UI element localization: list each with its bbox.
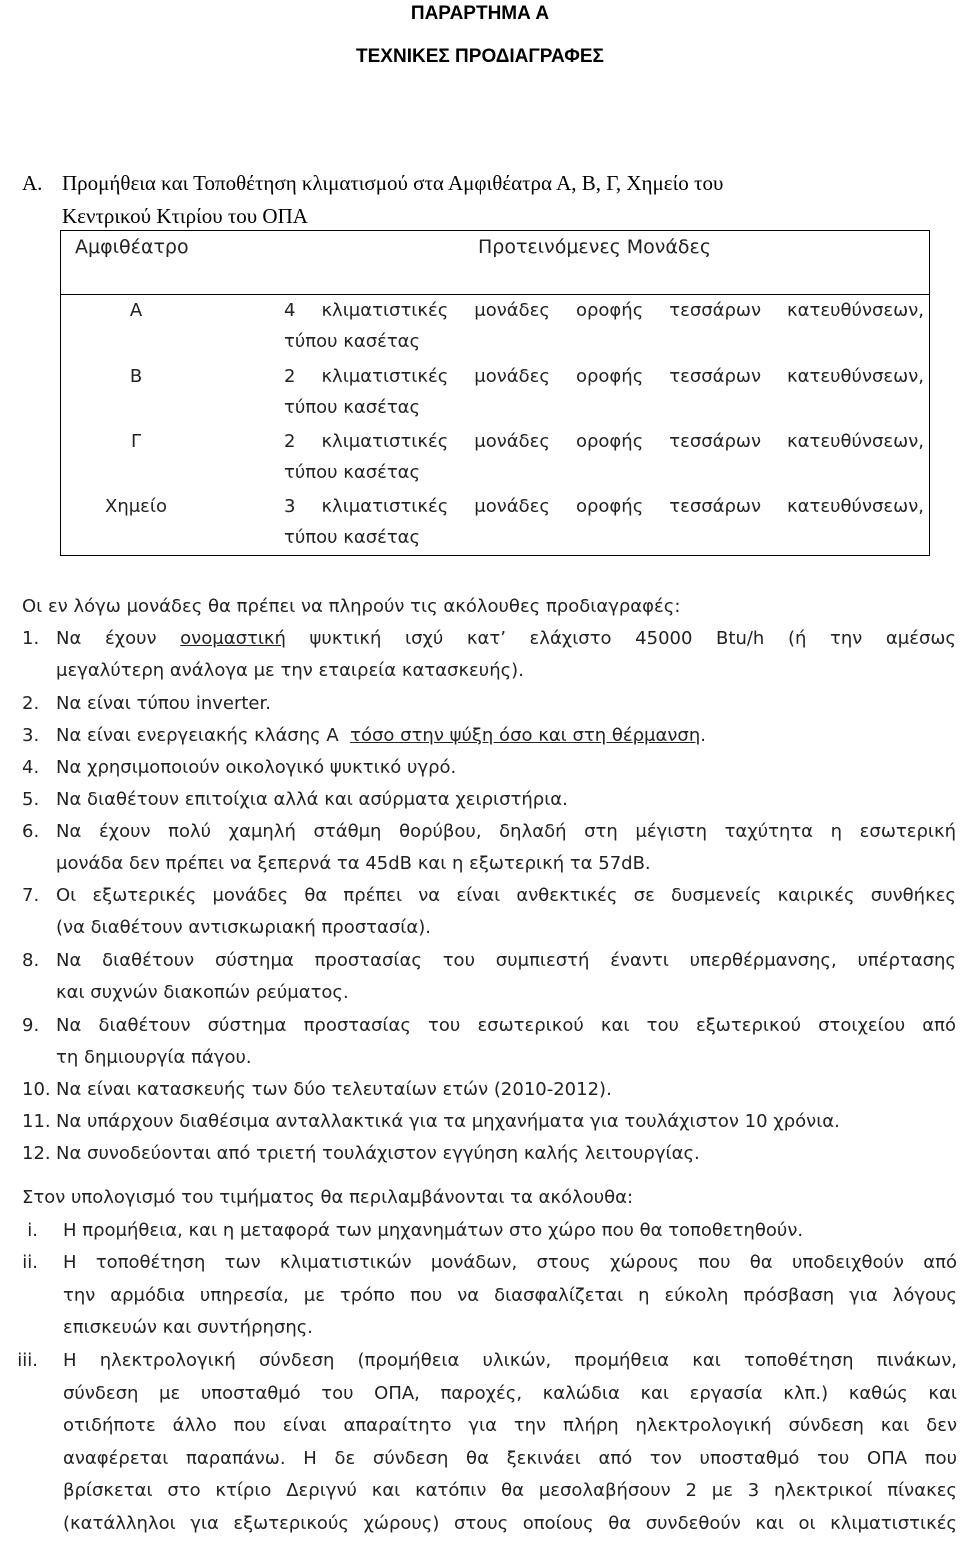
spec-text-post: ψυκτική ισχύ κατ’ ελάχιστο 45000 Btu/h (ή την αμέσως bbox=[286, 628, 956, 649]
spec-text bbox=[56, 725, 956, 748]
spec-number: 3. bbox=[22, 725, 56, 748]
table-header-units: Προτεινόμενες Μονάδες bbox=[478, 236, 711, 260]
table-cell-units: 2 κλιματιστικές μονάδες οροφής τεσσάρων κατευθύνσεων, bbox=[284, 431, 924, 454]
spec-number: 10. bbox=[22, 1079, 56, 1102]
table-header-divider bbox=[60, 294, 930, 295]
table-cell-units: 4 κλιματιστικές μονάδες οροφής τεσσάρων κατευθύνσεων, bbox=[284, 300, 924, 323]
pricing-number: i. bbox=[0, 1220, 38, 1243]
spec-text bbox=[56, 628, 956, 651]
pricing-line: Η τοποθέτηση των κλιματιστικών μονάδων, στους χώρους που θα υποδειχθούν από bbox=[63, 1252, 957, 1285]
pricing-line: (κατάλληλοι για εξωτερικούς χώρους) στους οποίους θα συνδεθούν και οι κλιματιστικές bbox=[63, 1513, 957, 1545]
spec-text: Να υπάρχουν διαθέσιμα ανταλλακτικά για τα μηχανήματα για τουλάχιστον 10 χρόνια. bbox=[56, 1111, 956, 1134]
spec-text-underlined: τόσο στην ψύξη όσο και στη θέρμανση bbox=[350, 725, 700, 746]
spec-number: 12. bbox=[22, 1143, 56, 1166]
spec-text-cont: μεγαλύτερη ανάλογα με την εταιρεία κατασκευής). bbox=[56, 660, 956, 683]
pricing-text bbox=[63, 1252, 957, 1350]
table-header-amphitheatre: Αμφιθέατρο bbox=[75, 236, 189, 260]
section-heading-line2: Κεντρικού Κτιρίου του ΟΠΑ bbox=[62, 203, 960, 229]
spec-number: 4. bbox=[22, 757, 56, 780]
pricing-number: iii. bbox=[0, 1350, 38, 1373]
spec-text-cont: μονάδα δεν πρέπει να ξεπερνά τα 45dB και η εξωτερική τα 57dB. bbox=[56, 853, 956, 876]
pricing-line: βρίσκεται στο κτίριο Δεριγνύ και κατόπιν θα μεσολαβήσουν 2 με 3 ηλεκτρικοί πίνακες bbox=[63, 1480, 957, 1513]
pricing-text bbox=[63, 1220, 957, 1253]
pricing-line: επισκευών και συντήρησης. bbox=[63, 1317, 957, 1350]
table-cell-units: 3 κλιματιστικές μονάδες οροφής τεσσάρων κατευθύνσεων, bbox=[284, 496, 924, 519]
spec-text: Να είναι τύπου inverter. bbox=[56, 693, 956, 716]
spec-text-pre: Να είναι ενεργειακής κλάσης Α bbox=[56, 725, 350, 746]
spec-number: 8. bbox=[22, 950, 56, 973]
pricing-line: οτιδήποτε άλλο που είναι απαραίτητο για την πλήρη ηλεκτρολογική σύνδεση και δεν bbox=[63, 1415, 957, 1448]
pricing-line: σύνδεση με υποσταθμό του ΟΠΑ, παροχές, καλώδια και εργασία κλπ.) καθώς και bbox=[63, 1383, 957, 1416]
table-cell-amphitheatre: Γ bbox=[60, 431, 212, 454]
spec-text: Να διαθέτουν σύστημα προστασίας του συμπιεστή έναντι υπερθέρμανσης, υπέρτασης bbox=[56, 950, 956, 973]
spec-text-post: . bbox=[700, 725, 706, 746]
section-number: Α. bbox=[22, 170, 62, 196]
spec-text: Να διαθέτουν επιτοίχια αλλά και ασύρματα χειριστήρια. bbox=[56, 789, 956, 812]
spec-text-cont: τη δημιουργία πάγου. bbox=[56, 1047, 956, 1070]
spec-number: 2. bbox=[22, 693, 56, 716]
table-cell-amphitheatre: Α bbox=[60, 300, 212, 323]
pricing-line: Η προμήθεια, και η μεταφορά των μηχανημάτων στο χώρο που θα τοποθετηθούν. bbox=[63, 1220, 957, 1253]
pricing-line: αναφέρεται παραπάνω. Η δε σύνδεση θα ξεκινάει από τον υποσταθμό του ΟΠΑ που bbox=[63, 1448, 957, 1481]
spec-text: Να διαθέτουν σύστημα προστασίας του εσωτερικού και του εξωτερικού στοιχείου από bbox=[56, 1015, 956, 1038]
spec-number: 5. bbox=[22, 789, 56, 812]
table-cell-units-cont: τύπου κασέτας bbox=[284, 397, 420, 420]
spec-text: Να έχουν πολύ χαμηλή στάθμη θορύβου, δηλαδή στη μέγιστη ταχύτητα η εσωτερική bbox=[56, 821, 956, 844]
pricing-number: ii. bbox=[0, 1252, 38, 1275]
annex-title: ΠΑΡΑΡΤΗΜΑ Α bbox=[0, 2, 960, 26]
specs-title: ΤΕΧΝΙΚΕΣ ΠΡΟΔΙΑΓΡΑΦΕΣ bbox=[0, 45, 960, 69]
spec-number: 6. bbox=[22, 821, 56, 844]
pricing-line: Η ηλεκτρολογική σύνδεση (προμήθεια υλικών, προμήθεια και τοποθέτηση πινάκων, bbox=[63, 1350, 957, 1383]
spec-text-pre: Να έχουν bbox=[56, 628, 180, 649]
spec-text: Να συνοδεύονται από τριετή τουλάχιστον εγγύηση καλής λειτουργίας. bbox=[56, 1143, 956, 1166]
spec-text-cont: και συχνών διακοπών ρεύματος. bbox=[56, 982, 956, 1005]
table-cell-units-cont: τύπου κασέτας bbox=[284, 527, 420, 550]
spec-text: Οι εξωτερικές μονάδες θα πρέπει να είναι ανθεκτικές σε δυσμενείς καιρικές συνθήκες bbox=[56, 885, 956, 908]
section-heading-line1: Προμήθεια και Τοποθέτηση κλιματισμού στα Αμφιθέατρα Α, Β, Γ, Χημείο του bbox=[62, 171, 723, 195]
table-cell-amphitheatre: Χημείο bbox=[60, 496, 212, 519]
spec-number: 1. bbox=[22, 628, 56, 651]
spec-text: Να χρησιμοποιούν οικολογικό ψυκτικό υγρό. bbox=[56, 757, 956, 780]
pricing-text bbox=[63, 1350, 957, 1545]
table-cell-units-cont: τύπου κασέτας bbox=[284, 331, 420, 354]
table-cell-amphitheatre: Β bbox=[60, 366, 212, 389]
spec-number: 9. bbox=[22, 1015, 56, 1038]
pricing-intro: Στον υπολογισμό του τιμήματος θα περιλαμβάνονται τα ακόλουθα: bbox=[22, 1187, 942, 1210]
section-heading bbox=[22, 170, 942, 196]
specs-intro: Οι εν λόγω μονάδες θα πρέπει να πληρούν τις ακόλουθες προδιαγραφές: bbox=[22, 596, 942, 619]
spec-number: 7. bbox=[22, 885, 56, 908]
spec-number: 11. bbox=[22, 1111, 56, 1134]
spec-text-cont: (να διαθέτουν αντισκωριακή προστασία). bbox=[56, 917, 956, 940]
table-cell-units-cont: τύπου κασέτας bbox=[284, 462, 420, 485]
spec-text-underlined: ονομαστική bbox=[180, 628, 286, 649]
spec-text: Να είναι κατασκευής των δύο τελευταίων ετών (2010-2012). bbox=[56, 1079, 956, 1102]
pricing-line: την αρμόδια υπηρεσία, με τρόπο που να διασφαλίζεται η εύκολη πρόσβαση για λόγους bbox=[63, 1285, 957, 1318]
table-cell-units: 2 κλιματιστικές μονάδες οροφής τεσσάρων κατευθύνσεων, bbox=[284, 366, 924, 389]
